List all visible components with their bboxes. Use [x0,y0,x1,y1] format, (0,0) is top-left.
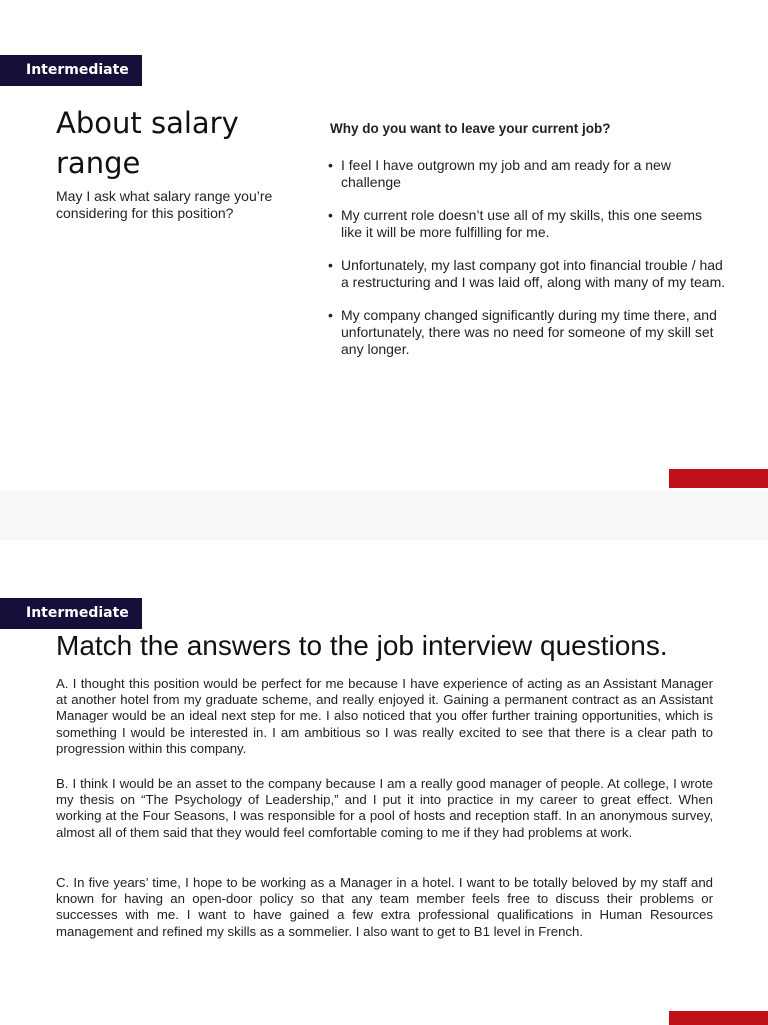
slide-title: About salary range [56,106,239,180]
accent-bar [669,1011,768,1025]
answer-paragraph-a: A. I thought this position would be perfect for me because I have experience of acting as an Assistant Manager at another hotel from my graduate scheme, and really enjoyed it. Gaining a permanent contract as an Assistant Manager would be an ideal next step for me. I also noticed that you offer further training opportunities, which is something I would be interested in. I am ambitious so I was really excited to see that there is a clear path to progression within this company. [56,676,713,756]
answer-list [326,157,726,374]
question-heading: Why do you want to leave your current job? [330,121,611,136]
list-item-text: My current role doesn’t use all of my skills, this one seems like it will be more fulfilling for me. [341,207,703,240]
bullet-icon: • [328,307,333,323]
slide-title: Match the answers to the job interview questions. [56,630,668,661]
list-item-text: I feel I have outgrown my job and am ready for a new challenge [341,157,671,190]
answer-paragraph-c: C. In five years’ time, I hope to be working as a Manager in a hotel. I want to be totally beloved by my staff and known for having an open-door policy so that any team member feels free to discuss their problems or successes with me. I want to have gained a few extra professional qualifications in Human Resources management and refined my skills as a sommelier. I also want to get to B1 level in French. [56,875,713,939]
slide-salary-range [0,0,768,490]
bullet-icon: • [328,207,333,223]
answer-paragraph-b: B. I think I would be an asset to the company because I am a really good manager of people. At college, I wrote my thesis on “The Psychology of Leadership,” and I put it into practice in my career to great effect. When working at the Four Seasons, I was responsible for a pool of hosts and reception staff. In an anonymous survey, almost all of them said that they would feel comfortable coming to me if they had problems at work. [56,776,713,840]
bullet-icon: • [328,257,333,273]
level-badge: Intermediate [0,598,142,629]
slide-divider [0,490,768,540]
bullet-icon: • [328,157,333,173]
list-item-text: Unfortunately, my last company got into financial trouble / had a restructuring and I was laid off, along with many of my team. [341,257,726,290]
list-item-text: My company changed significantly during my time there, and unfortunately, there was no need for someone of my skill set any longer. [341,307,717,357]
level-badge: Intermediate [0,55,142,86]
slide-subtitle: May I ask what salary range you’re considering for this position? [56,188,273,221]
list-item [326,207,726,241]
list-item [326,257,726,291]
list-item [326,307,726,358]
accent-bar [669,469,768,488]
list-item [326,157,726,191]
slide-match-answers [0,540,768,1024]
